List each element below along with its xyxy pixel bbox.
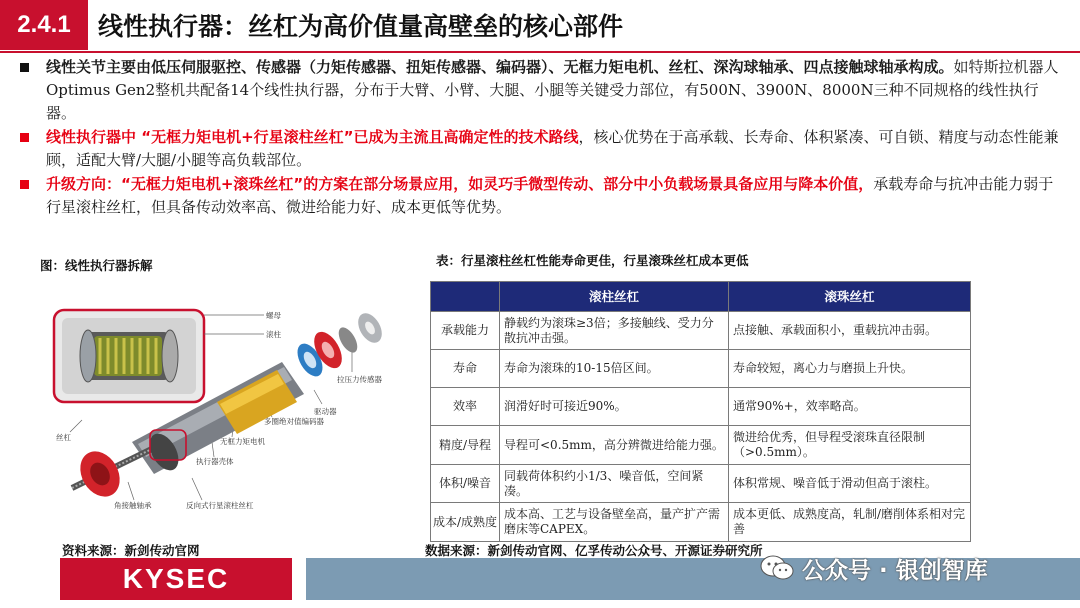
table-row: [431, 503, 971, 542]
figure-source: 资料来源：新剑传动官网: [62, 543, 200, 558]
cell-roller: 静载约为滚珠≥3倍；多接触线、受力分散抗冲击强。: [500, 312, 729, 350]
watermark: [760, 548, 988, 588]
figure-caption: 图：线性执行器拆解: [40, 258, 153, 273]
label-nut: 螺母: [266, 311, 281, 320]
cell-ball: 寿命较短，离心力与磨损上升快。: [729, 350, 971, 388]
square-bullet-icon: [20, 180, 29, 189]
table-header-row: [431, 282, 971, 312]
comparison-table: [430, 281, 971, 542]
bullet-highlight-text: 升级方向：“无框力矩电机+滚珠丝杠”的方案在部分场景应用，如灵巧手微型传动、部分中小负载场景具备应用与降本价值，: [46, 175, 874, 193]
section-number: 2.4.1: [0, 0, 88, 50]
cell-ball: 点接触、承载面积小，重载抗冲击弱。: [729, 312, 971, 350]
cell-ball: 成本更低、成熟度高，轧制/磨削体系相对完善: [729, 503, 971, 542]
label-housing: 执行器壳体: [196, 457, 234, 466]
label-load-cell: 拉压力传感器: [337, 375, 382, 384]
square-bullet-icon: [20, 63, 29, 72]
table-source: 数据来源：新剑传动官网、亿孚传动公众号、开源证券研究所: [425, 543, 763, 558]
bullet-item-mainstream: [18, 126, 1068, 172]
bullet-item-structure: [18, 56, 1068, 125]
cell-roller: 寿命为滚珠的10-15倍区间。: [500, 350, 729, 388]
cell-roller: 同载荷体积约小1/3、噪音低，空间紧凑。: [500, 465, 729, 503]
bullet-text: ，核心优势在于高承载、长寿命、体积紧凑、可自锁、精度与动态性能兼顾，适配大臂/大腿/小腿等高负载部位。: [46, 128, 1059, 169]
cell-roller: 润滑好时可接近90%。: [500, 388, 729, 426]
label-encoder: 多圈绝对值编码器: [264, 417, 324, 426]
row-label: 成本/成熟度: [431, 503, 500, 542]
table-header-blank: [431, 282, 500, 312]
table-row: [431, 350, 971, 388]
bullet-list: [18, 56, 1068, 220]
row-label: 效率: [431, 388, 500, 426]
exploded-parts: [292, 309, 386, 380]
table-header-roller: 滚柱丝杠: [500, 282, 729, 312]
label-roller: 滚柱: [266, 330, 281, 339]
watermark-text: 公众号 · 银创智库: [802, 557, 988, 584]
header-divider: [0, 51, 1080, 53]
square-bullet-icon: [20, 133, 29, 142]
table-row: [431, 426, 971, 465]
table-row: [431, 465, 971, 503]
bullet-highlight-text: 线性执行器中 “无框力矩电机+行星滚柱丝杠”已成为主流且高确定性的技术路线: [46, 128, 579, 146]
cell-ball: 微进给优秀，但导程受滚珠直径限制（>0.5mm）。: [729, 426, 971, 465]
row-label: 承载能力: [431, 312, 500, 350]
table-header-ball: 滚珠丝杠: [729, 282, 971, 312]
table-caption: 表：行星滚柱丝杠性能寿命更佳，行星滚珠丝杠成本更低: [436, 253, 749, 268]
table-row: [431, 388, 971, 426]
cell-ball: 通常90%+，效率略高。: [729, 388, 971, 426]
label-screw: 丝杠: [56, 433, 71, 442]
cell-ball: 体积常规、噪音低于滑动但高于滚柱。: [729, 465, 971, 503]
linear-actuator-diagram: [52, 292, 422, 536]
bullet-item-upgrade: [18, 173, 1068, 219]
label-bearing: 角接触轴承: [114, 501, 152, 510]
bullet-text: 如特斯拉机器人Optimus Gen2整机共配备14个线性执行器，分布于大臂、小臂、大腿、小腿等关键受力部位，有500N、3900N、8000N三种不同规格的线性执行器。: [46, 58, 1059, 122]
label-planetary: 反向式行星滚柱丝杠: [186, 501, 254, 510]
bullet-bold-text: 线性关节主要由低压伺服驱控、传感器（力矩传感器、扭矩传感器、编码器）、无框力矩电机、丝杠、深沟球轴承、四点接触球轴承构成。: [46, 58, 954, 76]
wechat-icon: [760, 554, 794, 582]
cell-roller: 导程可<0.5mm，高分辨微进给能力强。: [500, 426, 729, 465]
cell-roller: 成本高、工艺与设备壁垒高，量产扩产需磨床等CAPEX。: [500, 503, 729, 542]
label-drive: 驱动器: [314, 407, 337, 416]
page-title: 线性执行器：丝杠为高价值量高壁垒的核心部件: [98, 12, 624, 41]
table-row: [431, 312, 971, 350]
roller-inset: [80, 330, 178, 382]
row-label: 寿命: [431, 350, 500, 388]
bullet-text: 承载寿命与抗冲击能力弱于行星滚柱丝杠，但具备传动效率高、微进给能力好、成本更低等优势。: [46, 175, 1054, 216]
row-label: 体积/噪音: [431, 465, 500, 503]
row-label: 精度/导程: [431, 426, 500, 465]
kysec-logo: KYSEC: [60, 558, 292, 600]
label-motor: 无框力矩电机: [220, 437, 265, 446]
